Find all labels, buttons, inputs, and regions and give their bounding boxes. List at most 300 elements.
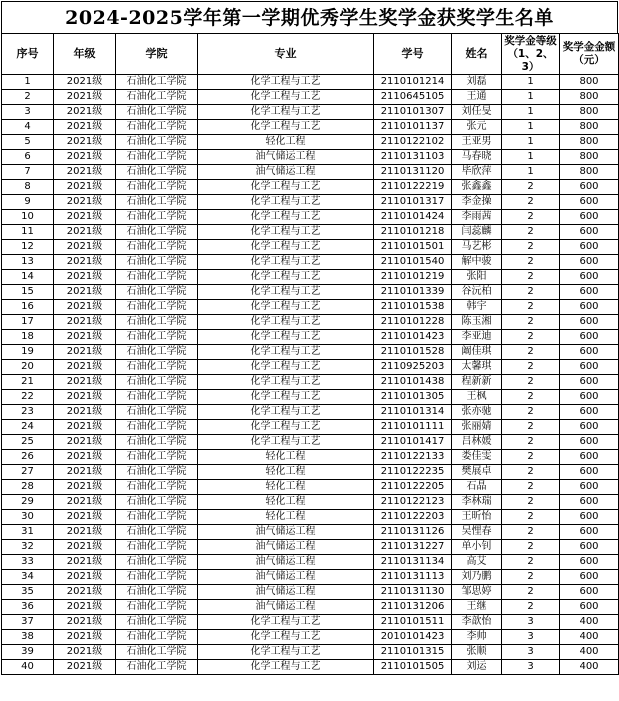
cell-major: 化学工程与工艺 (198, 405, 374, 420)
cell-seq: 3 (2, 105, 54, 120)
cell-name: 李亚迪 (452, 330, 502, 345)
cell-name: 王通 (452, 90, 502, 105)
cell-name: 樊展卓 (452, 465, 502, 480)
cell-college: 石油化工学院 (116, 360, 198, 375)
cell-student-id: 2110101511 (374, 615, 452, 630)
cell-grade: 2021级 (54, 525, 116, 540)
cell-grade: 2021级 (54, 435, 116, 450)
table-row (2, 360, 619, 375)
cell-college: 石油化工学院 (116, 75, 198, 90)
cell-level: 2 (502, 375, 560, 390)
cell-grade: 2021级 (54, 375, 116, 390)
cell-grade: 2021级 (54, 180, 116, 195)
cell-level: 1 (502, 165, 560, 180)
cell-seq: 33 (2, 555, 54, 570)
table-row (2, 450, 619, 465)
cell-amount: 400 (560, 630, 619, 645)
cell-student-id: 2110131120 (374, 165, 452, 180)
cell-seq: 37 (2, 615, 54, 630)
cell-amount: 600 (560, 375, 619, 390)
table-row (2, 480, 619, 495)
cell-major: 化学工程与工艺 (198, 420, 374, 435)
cell-name: 陈玉湘 (452, 315, 502, 330)
table-row (2, 585, 619, 600)
cell-name: 马艺彬 (452, 240, 502, 255)
cell-student-id: 2110925203 (374, 360, 452, 375)
cell-grade: 2021级 (54, 420, 116, 435)
cell-level: 2 (502, 255, 560, 270)
table-row (2, 150, 619, 165)
cell-seq: 5 (2, 135, 54, 150)
table-row (2, 660, 619, 675)
cell-grade: 2021级 (54, 510, 116, 525)
cell-name: 李林瑞 (452, 495, 502, 510)
cell-college: 石油化工学院 (116, 225, 198, 240)
cell-student-id: 2110101137 (374, 120, 452, 135)
scholarship-sheet (1, 1, 618, 699)
table-row (2, 345, 619, 360)
cell-student-id: 2110101307 (374, 105, 452, 120)
table-header-row (2, 34, 619, 75)
table-row (2, 285, 619, 300)
cell-college: 石油化工学院 (116, 255, 198, 270)
cell-seq: 17 (2, 315, 54, 330)
cell-grade: 2021级 (54, 165, 116, 180)
cell-grade: 2021级 (54, 105, 116, 120)
cell-college: 石油化工学院 (116, 330, 198, 345)
cell-student-id: 2110101228 (374, 315, 452, 330)
cell-college: 石油化工学院 (116, 135, 198, 150)
cell-name: 邹思婷 (452, 585, 502, 600)
cell-amount: 600 (560, 495, 619, 510)
cell-seq: 9 (2, 195, 54, 210)
cell-amount: 600 (560, 315, 619, 330)
cell-amount: 800 (560, 165, 619, 180)
cell-major: 化学工程与工艺 (198, 315, 374, 330)
cell-student-id: 2110131126 (374, 525, 452, 540)
cell-name: 张鑫鑫 (452, 180, 502, 195)
cell-amount: 600 (560, 270, 619, 285)
cell-seq: 16 (2, 300, 54, 315)
cell-name: 韩宇 (452, 300, 502, 315)
cell-amount: 600 (560, 225, 619, 240)
cell-major: 化学工程与工艺 (198, 255, 374, 270)
cell-student-id: 2110101424 (374, 210, 452, 225)
cell-grade: 2021级 (54, 360, 116, 375)
cell-seq: 39 (2, 645, 54, 660)
cell-name: 娄佳雯 (452, 450, 502, 465)
header-grade: 年级 (54, 34, 116, 75)
cell-major: 化学工程与工艺 (198, 390, 374, 405)
cell-level: 3 (502, 660, 560, 675)
header-name: 姓名 (452, 34, 502, 75)
cell-name: 张顺 (452, 645, 502, 660)
cell-college: 石油化工学院 (116, 240, 198, 255)
table-row (2, 405, 619, 420)
cell-level: 2 (502, 450, 560, 465)
cell-college: 石油化工学院 (116, 660, 198, 675)
cell-seq: 29 (2, 495, 54, 510)
cell-amount: 600 (560, 510, 619, 525)
table-row (2, 540, 619, 555)
cell-grade: 2021级 (54, 390, 116, 405)
cell-amount: 600 (560, 540, 619, 555)
cell-major: 化学工程与工艺 (198, 345, 374, 360)
cell-seq: 2 (2, 90, 54, 105)
header-level: 奖学金等级（1、2、3） (502, 34, 560, 75)
cell-grade: 2021级 (54, 645, 116, 660)
table-row (2, 510, 619, 525)
cell-amount: 600 (560, 525, 619, 540)
cell-major: 化学工程与工艺 (198, 435, 374, 450)
cell-college: 石油化工学院 (116, 585, 198, 600)
cell-student-id: 2110131113 (374, 570, 452, 585)
cell-major: 化学工程与工艺 (198, 285, 374, 300)
cell-student-id: 2110122102 (374, 135, 452, 150)
cell-seq: 6 (2, 150, 54, 165)
cell-amount: 600 (560, 195, 619, 210)
table-row (2, 420, 619, 435)
cell-amount: 600 (560, 390, 619, 405)
cell-major: 油气储运工程 (198, 570, 374, 585)
table-row (2, 570, 619, 585)
cell-seq: 20 (2, 360, 54, 375)
cell-grade: 2021级 (54, 585, 116, 600)
cell-student-id: 2110122123 (374, 495, 452, 510)
cell-grade: 2021级 (54, 570, 116, 585)
cell-amount: 600 (560, 585, 619, 600)
cell-seq: 23 (2, 405, 54, 420)
cell-seq: 11 (2, 225, 54, 240)
table-row (2, 165, 619, 180)
cell-college: 石油化工学院 (116, 270, 198, 285)
cell-seq: 24 (2, 420, 54, 435)
cell-student-id: 2110101317 (374, 195, 452, 210)
cell-student-id: 2110101218 (374, 225, 452, 240)
cell-grade: 2021级 (54, 615, 116, 630)
cell-college: 石油化工学院 (116, 435, 198, 450)
cell-major: 化学工程与工艺 (198, 195, 374, 210)
cell-seq: 22 (2, 390, 54, 405)
cell-major: 化学工程与工艺 (198, 270, 374, 285)
cell-name: 李金操 (452, 195, 502, 210)
cell-student-id: 2110122205 (374, 480, 452, 495)
cell-major: 轻化工程 (198, 465, 374, 480)
cell-student-id: 2110101438 (374, 375, 452, 390)
table-row (2, 210, 619, 225)
table-row (2, 465, 619, 480)
cell-seq: 28 (2, 480, 54, 495)
cell-seq: 12 (2, 240, 54, 255)
cell-grade: 2021级 (54, 600, 116, 615)
cell-level: 1 (502, 90, 560, 105)
cell-major: 化学工程与工艺 (198, 75, 374, 90)
cell-seq: 31 (2, 525, 54, 540)
cell-seq: 26 (2, 450, 54, 465)
cell-grade: 2021级 (54, 225, 116, 240)
cell-major: 化学工程与工艺 (198, 300, 374, 315)
cell-grade: 2021级 (54, 465, 116, 480)
cell-college: 石油化工学院 (116, 450, 198, 465)
cell-level: 1 (502, 75, 560, 90)
cell-name: 太馨琪 (452, 360, 502, 375)
cell-level: 1 (502, 120, 560, 135)
cell-amount: 600 (560, 405, 619, 420)
scholarship-table (1, 33, 619, 675)
cell-name: 李雨茜 (452, 210, 502, 225)
cell-college: 石油化工学院 (116, 120, 198, 135)
cell-seq: 18 (2, 330, 54, 345)
cell-student-id: 2110101219 (374, 270, 452, 285)
cell-grade: 2021级 (54, 270, 116, 285)
table-row (2, 630, 619, 645)
cell-major: 化学工程与工艺 (198, 90, 374, 105)
cell-college: 石油化工学院 (116, 630, 198, 645)
cell-level: 1 (502, 105, 560, 120)
cell-student-id: 2110122203 (374, 510, 452, 525)
cell-level: 2 (502, 210, 560, 225)
cell-student-id: 2110122133 (374, 450, 452, 465)
cell-major: 轻化工程 (198, 480, 374, 495)
cell-college: 石油化工学院 (116, 195, 198, 210)
table-row (2, 435, 619, 450)
cell-college: 石油化工学院 (116, 105, 198, 120)
cell-college: 石油化工学院 (116, 300, 198, 315)
cell-name: 张丽婧 (452, 420, 502, 435)
cell-grade: 2021级 (54, 150, 116, 165)
header-student-id: 学号 (374, 34, 452, 75)
cell-level: 2 (502, 435, 560, 450)
cell-grade: 2021级 (54, 345, 116, 360)
cell-seq: 38 (2, 630, 54, 645)
cell-major: 油气储运工程 (198, 555, 374, 570)
cell-student-id: 2110101501 (374, 240, 452, 255)
cell-grade: 2021级 (54, 330, 116, 345)
cell-level: 2 (502, 495, 560, 510)
cell-level: 2 (502, 180, 560, 195)
cell-major: 化学工程与工艺 (198, 660, 374, 675)
table-row (2, 525, 619, 540)
cell-name: 刘乃鹏 (452, 570, 502, 585)
cell-name: 刘运 (452, 660, 502, 675)
cell-student-id: 2110101339 (374, 285, 452, 300)
cell-level: 2 (502, 570, 560, 585)
page-title: 2024-2025学年第一学期优秀学生奖学金获奖学生名单 (1, 1, 618, 33)
cell-level: 2 (502, 315, 560, 330)
cell-name: 单小钊 (452, 540, 502, 555)
table-row (2, 615, 619, 630)
cell-level: 2 (502, 405, 560, 420)
cell-college: 石油化工学院 (116, 165, 198, 180)
cell-amount: 600 (560, 285, 619, 300)
cell-college: 石油化工学院 (116, 555, 198, 570)
cell-grade: 2021级 (54, 75, 116, 90)
cell-level: 3 (502, 645, 560, 660)
cell-major: 化学工程与工艺 (198, 180, 374, 195)
cell-name: 李歆怡 (452, 615, 502, 630)
cell-seq: 19 (2, 345, 54, 360)
cell-college: 石油化工学院 (116, 90, 198, 105)
cell-amount: 600 (560, 450, 619, 465)
cell-grade: 2021级 (54, 480, 116, 495)
cell-grade: 2021级 (54, 660, 116, 675)
cell-seq: 1 (2, 75, 54, 90)
cell-amount: 600 (560, 360, 619, 375)
cell-seq: 13 (2, 255, 54, 270)
header-college: 学院 (116, 34, 198, 75)
cell-grade: 2021级 (54, 255, 116, 270)
cell-amount: 800 (560, 120, 619, 135)
cell-seq: 15 (2, 285, 54, 300)
cell-college: 石油化工学院 (116, 405, 198, 420)
cell-grade: 2021级 (54, 495, 116, 510)
cell-seq: 40 (2, 660, 54, 675)
cell-major: 化学工程与工艺 (198, 225, 374, 240)
cell-grade: 2021级 (54, 540, 116, 555)
cell-student-id: 2110131130 (374, 585, 452, 600)
table-row (2, 270, 619, 285)
cell-major: 油气储运工程 (198, 540, 374, 555)
cell-student-id: 2110101417 (374, 435, 452, 450)
cell-college: 石油化工学院 (116, 420, 198, 435)
cell-name: 谷沅柏 (452, 285, 502, 300)
cell-name: 吕林媛 (452, 435, 502, 450)
cell-amount: 600 (560, 570, 619, 585)
cell-seq: 27 (2, 465, 54, 480)
cell-amount: 600 (560, 600, 619, 615)
cell-grade: 2021级 (54, 630, 116, 645)
cell-college: 石油化工学院 (116, 495, 198, 510)
table-row (2, 330, 619, 345)
cell-seq: 32 (2, 540, 54, 555)
cell-major: 油气储运工程 (198, 150, 374, 165)
cell-student-id: 2110101528 (374, 345, 452, 360)
cell-level: 1 (502, 135, 560, 150)
table-row (2, 255, 619, 270)
cell-seq: 4 (2, 120, 54, 135)
cell-major: 化学工程与工艺 (198, 375, 374, 390)
cell-level: 3 (502, 615, 560, 630)
cell-student-id: 2110101423 (374, 330, 452, 345)
cell-name: 张阳 (452, 270, 502, 285)
cell-level: 2 (502, 600, 560, 615)
cell-major: 油气储运工程 (198, 165, 374, 180)
table-row (2, 120, 619, 135)
cell-seq: 25 (2, 435, 54, 450)
cell-college: 石油化工学院 (116, 510, 198, 525)
cell-grade: 2021级 (54, 315, 116, 330)
cell-student-id: 2110101505 (374, 660, 452, 675)
table-row (2, 375, 619, 390)
table-row (2, 75, 619, 90)
cell-amount: 600 (560, 420, 619, 435)
cell-level: 2 (502, 540, 560, 555)
cell-student-id: 2110101111 (374, 420, 452, 435)
cell-college: 石油化工学院 (116, 600, 198, 615)
cell-seq: 35 (2, 585, 54, 600)
table-row (2, 555, 619, 570)
cell-name: 张亦驰 (452, 405, 502, 420)
cell-student-id: 2110645105 (374, 90, 452, 105)
table-row (2, 600, 619, 615)
cell-college: 石油化工学院 (116, 525, 198, 540)
cell-grade: 2021级 (54, 405, 116, 420)
cell-name: 闫蕊麟 (452, 225, 502, 240)
cell-name: 吴悝春 (452, 525, 502, 540)
cell-college: 石油化工学院 (116, 615, 198, 630)
cell-amount: 600 (560, 345, 619, 360)
cell-grade: 2021级 (54, 195, 116, 210)
table-row (2, 105, 619, 120)
cell-student-id: 2110101540 (374, 255, 452, 270)
cell-level: 2 (502, 360, 560, 375)
cell-amount: 400 (560, 645, 619, 660)
cell-amount: 800 (560, 105, 619, 120)
cell-level: 2 (502, 390, 560, 405)
cell-seq: 34 (2, 570, 54, 585)
table-row (2, 90, 619, 105)
cell-name: 李帅 (452, 630, 502, 645)
cell-college: 石油化工学院 (116, 315, 198, 330)
cell-seq: 21 (2, 375, 54, 390)
cell-student-id: 2110122235 (374, 465, 452, 480)
cell-grade: 2021级 (54, 135, 116, 150)
cell-student-id: 2110131206 (374, 600, 452, 615)
cell-college: 石油化工学院 (116, 480, 198, 495)
cell-amount: 600 (560, 210, 619, 225)
cell-major: 油气储运工程 (198, 600, 374, 615)
cell-college: 石油化工学院 (116, 150, 198, 165)
cell-amount: 600 (560, 465, 619, 480)
cell-student-id: 2110101214 (374, 75, 452, 90)
cell-seq: 10 (2, 210, 54, 225)
header-major: 专业 (198, 34, 374, 75)
cell-major: 化学工程与工艺 (198, 645, 374, 660)
cell-student-id: 2110131227 (374, 540, 452, 555)
cell-amount: 800 (560, 135, 619, 150)
cell-name: 毕欣萍 (452, 165, 502, 180)
cell-name: 张元 (452, 120, 502, 135)
cell-student-id: 2110101538 (374, 300, 452, 315)
cell-name: 解中骏 (452, 255, 502, 270)
table-row (2, 300, 619, 315)
table-row (2, 645, 619, 660)
cell-college: 石油化工学院 (116, 540, 198, 555)
cell-student-id: 2110101315 (374, 645, 452, 660)
cell-college: 石油化工学院 (116, 345, 198, 360)
cell-amount: 600 (560, 300, 619, 315)
cell-level: 2 (502, 285, 560, 300)
cell-name: 石晶 (452, 480, 502, 495)
cell-level: 2 (502, 300, 560, 315)
cell-grade: 2021级 (54, 240, 116, 255)
cell-major: 轻化工程 (198, 135, 374, 150)
cell-level: 2 (502, 465, 560, 480)
cell-grade: 2021级 (54, 120, 116, 135)
cell-student-id: 2010101423 (374, 630, 452, 645)
table-row (2, 390, 619, 405)
cell-amount: 400 (560, 615, 619, 630)
cell-major: 化学工程与工艺 (198, 105, 374, 120)
cell-level: 2 (502, 270, 560, 285)
cell-major: 轻化工程 (198, 495, 374, 510)
cell-level: 2 (502, 345, 560, 360)
cell-level: 2 (502, 480, 560, 495)
cell-level: 2 (502, 195, 560, 210)
cell-level: 1 (502, 150, 560, 165)
cell-name: 程新新 (452, 375, 502, 390)
cell-major: 轻化工程 (198, 510, 374, 525)
